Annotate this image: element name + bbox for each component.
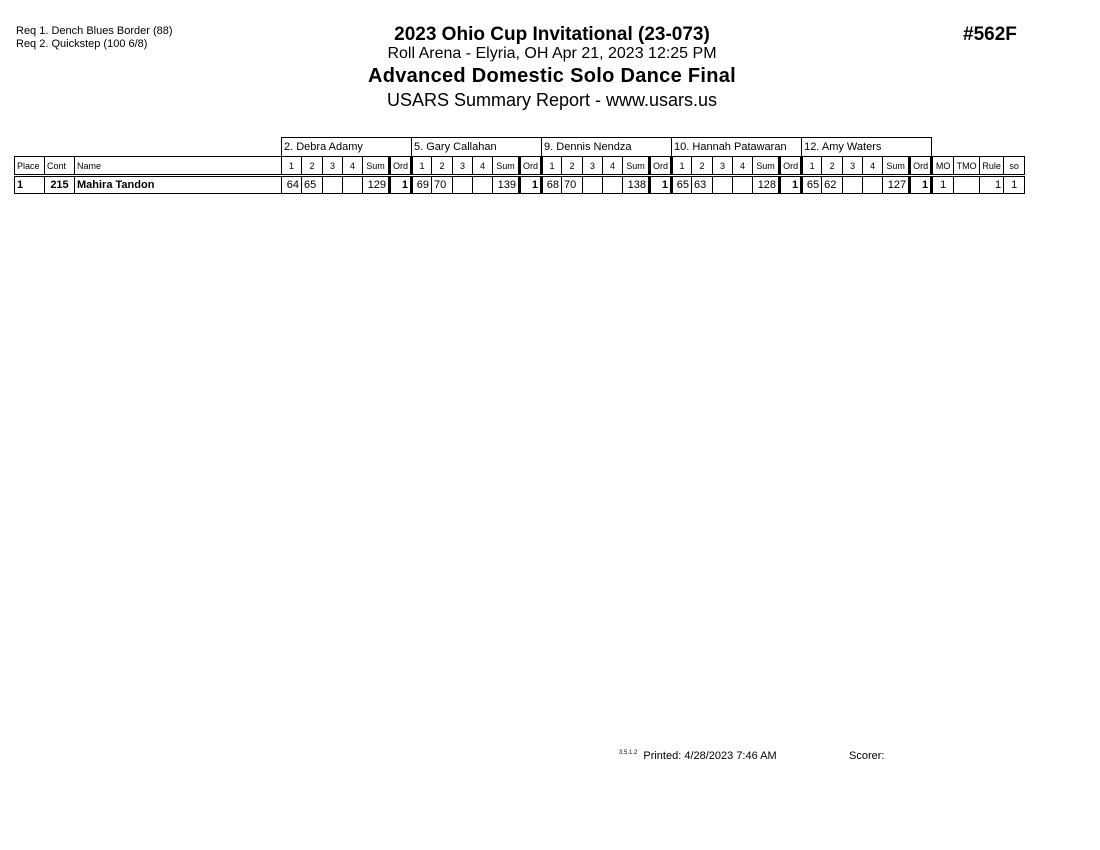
dance-4-header: 4 [343,157,363,176]
result-row [15,176,1025,194]
dance-1-header: 1 [802,157,822,176]
ord-header: Ord [650,157,672,176]
ord-header: Ord [780,157,802,176]
requirement-2: Req 2. Quickstep (100 6/8) [16,38,148,50]
ord-cell: 1 [650,176,672,194]
judge-header: 9. Dennis Nendza [542,138,672,157]
sum-header: Sum [623,157,650,176]
event-number: #562F [963,24,1017,45]
dance-1-header: 1 [282,157,302,176]
dance-4-header: 4 [473,157,493,176]
dance-2-header: 2 [432,157,453,176]
score-cell: 62 [822,176,843,194]
sum-cell: 138 [623,176,650,194]
score-cell [843,176,863,194]
score-cell: 63 [692,176,713,194]
ord-header: Ord [910,157,932,176]
name-header: Name [75,157,282,176]
sum-cell: 129 [363,176,390,194]
score-cell [323,176,343,194]
score-cell [733,176,753,194]
score-cell [863,176,883,194]
place-cell: 1 [15,176,45,194]
judge-header: 5. Gary Callahan [412,138,542,157]
results-table [14,137,1025,194]
competition-title: 2023 Ohio Cup Invitational (23-073) [394,24,710,45]
score-cell: 70 [432,176,453,194]
ord-cell: 1 [390,176,412,194]
sum-cell: 127 [883,176,910,194]
score-cell: 70 [562,176,583,194]
sum-cell: 128 [753,176,780,194]
so-header: so [1004,157,1025,176]
dance-3-header: 3 [713,157,733,176]
dance-1-header: 1 [542,157,562,176]
event-title: Advanced Domestic Solo Dance Final [367,65,737,87]
ord-cell: 1 [520,176,542,194]
location-datetime: Roll Arena - Elyria, OH Apr 21, 2023 12:25 PM [387,45,717,62]
dance-3-header: 3 [843,157,863,176]
dance-2-header: 2 [302,157,323,176]
rule-cell: 1 [980,176,1004,194]
scorer-label: Scorer: [849,750,885,762]
score-cell [583,176,603,194]
column-header-row [15,157,1025,176]
dance-1-header: 1 [412,157,432,176]
sum-header: Sum [753,157,780,176]
dance-3-header: 3 [583,157,603,176]
print-footer [619,750,777,762]
score-cell [453,176,473,194]
dance-3-header: 3 [323,157,343,176]
ord-header: Ord [520,157,542,176]
judge-header: 2. Debra Adamy [282,138,412,157]
score-cell [343,176,363,194]
cont-header: Cont [45,157,75,176]
skater-name-cell: Mahira Tandon [75,176,282,194]
cont-cell: 215 [45,176,75,194]
score-cell: 65 [802,176,822,194]
tmo-cell [954,176,980,194]
score-cell: 64 [282,176,302,194]
mo-header: MO [932,157,954,176]
dance-3-header: 3 [453,157,473,176]
sum-header: Sum [493,157,520,176]
sum-cell: 139 [493,176,520,194]
judge-header: 12. Amy Waters [802,138,932,157]
score-cell: 65 [302,176,323,194]
judges-row [15,138,1025,157]
score-cell: 65 [672,176,692,194]
ord-cell: 1 [910,176,932,194]
ord-cell: 1 [780,176,802,194]
score-cell [713,176,733,194]
judge-header: 10. Hannah Patawaran [672,138,802,157]
dance-2-header: 2 [562,157,583,176]
dance-4-header: 4 [603,157,623,176]
dance-1-header: 1 [672,157,692,176]
dance-4-header: 4 [863,157,883,176]
so-cell: 1 [1004,176,1025,194]
sum-header: Sum [883,157,910,176]
place-header: Place [15,157,45,176]
requirement-1: Req 1. Dench Blues Border (88) [16,25,173,37]
score-cell: 69 [412,176,432,194]
dance-4-header: 4 [733,157,753,176]
score-cell: 68 [542,176,562,194]
score-cell [473,176,493,194]
tmo-header: TMO [954,157,980,176]
version-label: 3.5.1.2 [619,750,638,756]
sum-header: Sum [363,157,390,176]
ord-header: Ord [390,157,412,176]
mo-cell: 1 [932,176,954,194]
printed-timestamp: Printed: 4/28/2023 7:46 AM [643,750,777,762]
dance-2-header: 2 [692,157,713,176]
rule-header: Rule [980,157,1004,176]
report-title: USARS Summary Report - www.usars.us [386,90,718,110]
dance-2-header: 2 [822,157,843,176]
score-cell [603,176,623,194]
